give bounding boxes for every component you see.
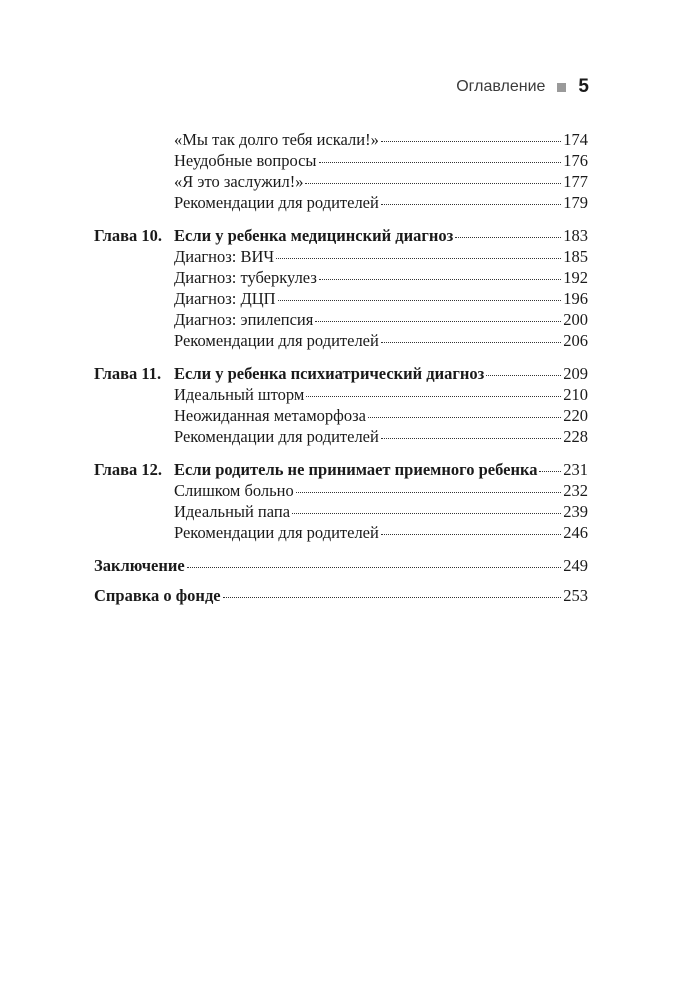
- dot-leader: [381, 342, 561, 343]
- dot-leader: [381, 534, 561, 535]
- dot-leader: [296, 492, 562, 493]
- toc-entry[interactable]: [94, 405, 588, 426]
- header-square-icon: [557, 83, 566, 92]
- dot-leader: [381, 204, 561, 205]
- chapter-label: Глава 10.: [94, 226, 163, 245]
- toc-entry-page: 176: [563, 151, 588, 170]
- toc-entry-title: Неудобные вопросы: [174, 151, 317, 170]
- toc-entry-page: 246: [563, 523, 588, 542]
- toc-entry-page: 200: [563, 310, 588, 329]
- chapter-title: Если у ребенка медицинский диагноз: [174, 226, 454, 245]
- dot-leader: [319, 279, 561, 280]
- toc-entry-title: Диагноз: эпилепсия: [174, 310, 314, 329]
- toc-entry-page: 174: [563, 130, 588, 149]
- dot-leader: [292, 513, 561, 514]
- toc-entry-page: 220: [563, 406, 588, 425]
- toc-entry-page: 228: [563, 427, 588, 446]
- toc-entry[interactable]: [94, 246, 588, 267]
- dot-leader: [539, 471, 561, 472]
- dot-leader: [455, 237, 561, 238]
- conclusion-page: 249: [563, 556, 588, 575]
- toc-entry[interactable]: [94, 384, 588, 405]
- toc-entry-title: «Я это заслужил!»: [174, 172, 304, 191]
- dot-leader: [381, 438, 561, 439]
- dot-leader: [319, 162, 562, 163]
- toc-entry[interactable]: [94, 171, 588, 192]
- toc-chapter-12[interactable]: [94, 459, 588, 480]
- chapter-label: Глава 11.: [94, 364, 162, 383]
- dot-leader: [368, 417, 561, 418]
- toc-entry[interactable]: [94, 480, 588, 501]
- toc-entry-page: 210: [563, 385, 588, 404]
- toc-entry-title: Диагноз: ДЦП: [174, 289, 276, 308]
- toc-entry-title: Рекомендации для родителей: [174, 523, 379, 542]
- toc-entry[interactable]: [94, 129, 588, 150]
- toc-chapter-10[interactable]: [94, 225, 588, 246]
- toc-entry-title: Диагноз: туберкулез: [174, 268, 317, 287]
- fund-info-title: Справка о фонде: [94, 586, 221, 605]
- chapter-page: 183: [563, 226, 588, 245]
- toc-entry[interactable]: [94, 501, 588, 522]
- toc-entry[interactable]: [94, 330, 588, 351]
- conclusion-title: Заключение: [94, 556, 185, 575]
- toc-entry[interactable]: [94, 309, 588, 330]
- dot-leader: [381, 141, 561, 142]
- dot-leader: [187, 567, 562, 568]
- toc-entry-page: 232: [563, 481, 588, 500]
- toc-entry-page: 192: [563, 268, 588, 287]
- toc-entry-page: 177: [563, 172, 588, 191]
- toc-entry[interactable]: [94, 288, 588, 309]
- toc-entry-page: 196: [563, 289, 588, 308]
- toc-entry-page: 239: [563, 502, 588, 521]
- dot-leader: [223, 597, 562, 598]
- dot-leader: [315, 321, 561, 322]
- table-of-contents: [94, 129, 588, 606]
- toc-entry-title: Диагноз: ВИЧ: [174, 247, 275, 266]
- header-title: Оглавление: [456, 78, 546, 95]
- dot-leader: [305, 183, 561, 184]
- toc-entry-page: 206: [563, 331, 588, 350]
- chapter-page: 209: [563, 364, 588, 383]
- chapter-title: Если родитель не принимает приемного ребенка: [174, 460, 538, 479]
- toc-entry-title: Рекомендации для родителей: [174, 427, 379, 446]
- toc-entry-title: Идеальный папа: [174, 502, 291, 521]
- chapter-title: Если у ребенка психиатрический диагноз: [174, 364, 485, 383]
- toc-entry[interactable]: [94, 150, 588, 171]
- toc-entry-title: Слишком больно: [174, 481, 294, 500]
- toc-conclusion[interactable]: [94, 555, 588, 576]
- toc-entry-title: Рекомендации для родителей: [174, 193, 379, 212]
- toc-fund-info[interactable]: [94, 585, 588, 606]
- toc-chapter-11[interactable]: [94, 363, 588, 384]
- dot-leader: [486, 375, 561, 376]
- toc-entry-title: Идеальный шторм: [174, 385, 305, 404]
- fund-info-page: 253: [563, 586, 588, 605]
- page-number: 5: [578, 76, 589, 97]
- toc-entry[interactable]: [94, 192, 588, 213]
- toc-entry-title: Неожиданная метаморфоза: [174, 406, 366, 425]
- chapter-label: Глава 12.: [94, 460, 163, 479]
- dot-leader: [278, 300, 562, 301]
- toc-entry-title: Рекомендации для родителей: [174, 331, 379, 350]
- chapter-page: 231: [563, 460, 588, 479]
- page-header: [456, 76, 589, 98]
- toc-entry-page: 179: [563, 193, 588, 212]
- toc-entry[interactable]: [94, 267, 588, 288]
- dot-leader: [276, 258, 561, 259]
- toc-entry[interactable]: [94, 522, 588, 543]
- dot-leader: [306, 396, 561, 397]
- toc-entry[interactable]: [94, 426, 588, 447]
- toc-entry-page: 185: [563, 247, 588, 266]
- toc-entry-title: «Мы так долго тебя искали!»: [174, 130, 379, 149]
